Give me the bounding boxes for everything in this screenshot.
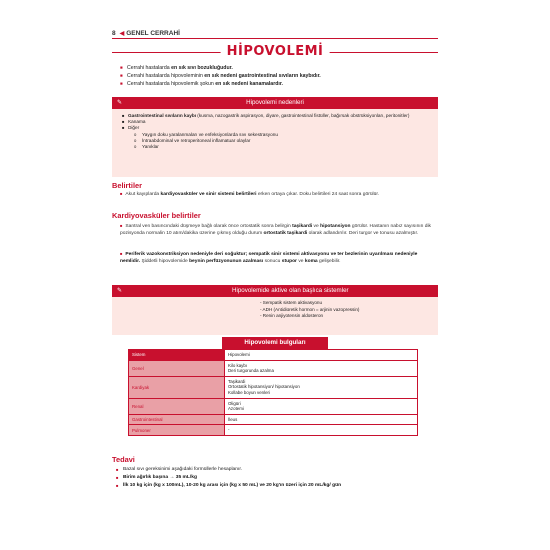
sub-list-item: o İntraabdominal ve retroperitoneal inflamatuar olaylar xyxy=(128,138,428,144)
kardiyo-heading: Kardiyovasküler belirtiler xyxy=(112,211,201,220)
table-row xyxy=(129,414,418,425)
systems-box xyxy=(112,285,438,335)
book-title: GENEL CERRAHİ xyxy=(126,30,180,37)
title-bar xyxy=(112,44,438,60)
row-label: Genel xyxy=(129,360,225,376)
table-row xyxy=(129,360,418,376)
row-label: Kardiyak xyxy=(129,376,225,398)
list-item: ■ Cerrahi hastalarda hipovoleminin en sık nedeni gastrointestinal sıvıların kaybıdır. xyxy=(120,72,436,80)
table-row xyxy=(129,376,418,398)
table-row xyxy=(129,425,418,436)
list-item: ■ Cerrahi hastalarda en sık sıvı bozukluğudur. xyxy=(120,64,436,72)
list-item: - Renin anjiyotensin aldosteron xyxy=(260,313,324,319)
causes-box-header xyxy=(112,97,438,109)
belirtiler-heading: Belirtiler xyxy=(112,181,142,190)
running-header xyxy=(112,29,438,38)
row-value: Taşikardi Ortostatik hipotansiyon/ hipotansiyon Kollabe boyun venleri xyxy=(225,376,418,398)
row-value: Oligüri Azotemi xyxy=(225,398,418,414)
bulgular-title: Hipovolemi bulguları xyxy=(222,337,328,349)
list-item: ■ Cerrahi hastalarda hipovolemik şokun en sık nedeni kanamalardır. xyxy=(120,80,436,88)
header-rule xyxy=(112,38,438,39)
table-row xyxy=(129,350,418,361)
causes-box-title: Hipovolemi nedenleri xyxy=(246,99,304,106)
kardiyo-paragraph-1: ■ Santral ven basıncındaki düşmeye bağlı olarak önce ortostatik sonra belirgin taşikardi ve hipotansiyon görülür. Hastanın nabız sayısının dik pozisyonda normalin 10 atım/dakika üzerine çıkmış olduğu durum ortostatik taşikardi olarak adlandırılır. Deri turgor ve tonusu azalmıştır. xyxy=(120,223,431,236)
pencil-icon: ✎ xyxy=(117,288,123,294)
systems-box-header xyxy=(112,285,438,297)
bullet-icon: ■ xyxy=(120,191,123,196)
row-label: Gastrointestinal xyxy=(129,414,225,425)
list-item: ■ Diğer o Yaygın doku yaralanmaları ve enfeksiyonlarda sıvı sekestrasyonu o İntraabdominal ve retroperitoneal inflamatuar olaylar o Yanıklar xyxy=(122,125,428,150)
tedavi-list xyxy=(116,466,436,490)
list-item: ■ İlk 10 kg için (kg x 100mL), 10-20 kg arası için (kg x 50 mL) ve 20 kg'ın üzeri için 20 mL/kg/ gün xyxy=(116,482,436,490)
bullet-icon: ■ xyxy=(120,223,123,228)
bullet-icon: ■ xyxy=(120,251,123,256)
list-item: ■ Gastrointestinal sıvıların kaybı (kusma, nazogastrik aspirasyon, diyare, gastrointestinal fistüller, bağırsak obstrüksiyonları, peritonitler) xyxy=(122,113,428,119)
table-row xyxy=(129,398,418,414)
bulgular-table xyxy=(128,349,418,436)
page-number: 8 xyxy=(112,30,116,37)
row-label: Renal xyxy=(129,398,225,414)
row-label: Pulmoner xyxy=(129,425,225,436)
list-item: ■ Kanama xyxy=(122,119,428,125)
list-item: ■ Birim ağırlık başına → 35 mL/kg xyxy=(116,474,436,482)
sub-list-item: o Yaygın doku yaralanmaları ve enfeksiyonlarda sıvı sekestrasyonu xyxy=(128,132,428,138)
pencil-icon: ✎ xyxy=(117,100,123,106)
tedavi-heading: Tedavi xyxy=(112,455,135,464)
kardiyo-paragraph-2: ■ Periferik vazokonstriksiyon nedeniyle deri soğuktur; sempatik sinir sistemi aktivasyonu ve ter bezlerinin uyarılması nedeniyle nemlidir. Şiddetli hipovolemide beynin perfüzyonunun azalması sonucu stupor ve koma gelişebilir. xyxy=(120,251,418,264)
systems-box-title: Hipovolemide aktive olan başlıca sistemler xyxy=(232,287,349,294)
intro-list xyxy=(120,64,436,89)
list-item: - Sempatik sistem aktivasyonu xyxy=(260,300,323,305)
arrow-left-icon: ◀ xyxy=(119,31,125,37)
row-value: Hipovolemi xyxy=(225,350,418,361)
belirtiler-paragraph: ■ Akut kayıplarda kardiyovasküler ve sinir sistemi belirtileri erken ortaya çıkar. Doku belirtileri 24 saat sonra görülür. xyxy=(120,191,380,197)
row-value: İleus xyxy=(225,414,418,425)
causes-box xyxy=(112,97,438,177)
sub-list-item: o Yanıklar xyxy=(128,144,428,150)
list-item: ■ Bazal sıvı gereksinimi aşağıdaki formüllerle hesaplanır. xyxy=(116,466,436,474)
row-label: Sistem xyxy=(129,350,225,361)
row-value: - xyxy=(225,425,418,436)
list-item: - ADH (Antidiüretik hormon = arjinin vazopressin) xyxy=(260,306,360,312)
page-title: HİPOVOLEMİ xyxy=(221,44,330,60)
row-value: Kilo kaybı Deri turgorunda azalma xyxy=(225,360,418,376)
